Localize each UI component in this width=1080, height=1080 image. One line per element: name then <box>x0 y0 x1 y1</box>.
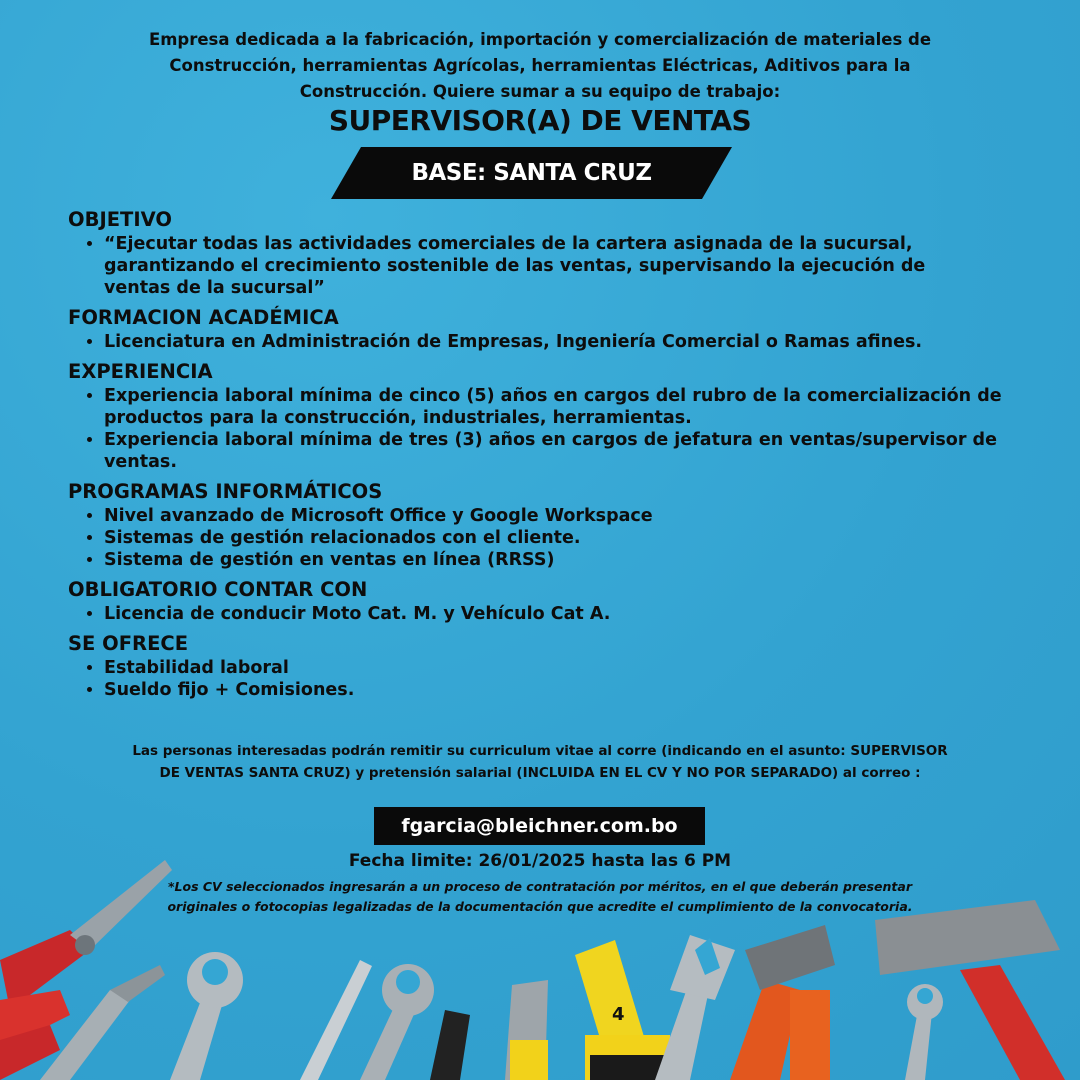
job-title: SUPERVISOR(A) DE VENTAS <box>328 104 752 137</box>
list-item: • Sueldo fijo + Comisiones. <box>104 679 1018 701</box>
list-experiencia <box>68 385 1018 473</box>
wrench-icon <box>360 964 434 1080</box>
list-objetivo <box>68 233 1018 299</box>
wrench-icon <box>170 952 243 1080</box>
wrench-icon <box>905 984 943 1080</box>
section-title-programas: PROGRAMAS INFORMÁTICOS <box>68 480 383 503</box>
section-title-obligatorio: OBLIGATORIO CONTAR CON <box>68 578 368 601</box>
list-item: • Sistema de gestión en ventas en línea (RRSS) <box>104 549 1018 571</box>
section-title-formacion: FORMACION ACADÉMICA <box>68 306 339 329</box>
pipe-wrench-icon <box>730 925 835 1080</box>
svg-text:4: 4 <box>612 1004 625 1025</box>
email-address[interactable]: fgarcia@bleichner.com.bo <box>374 807 705 845</box>
list-item: • “Ejecutar todas las actividades comerciales de la cartera asignada de la sucursal, garantizando el crecimiento sostenible de las ventas, supervisando la ejecución de ventas de la sucursal” <box>104 233 1018 299</box>
contact-instructions: Las personas interesadas podrán remitir su curriculum vitae al corre (indicando en el asunto: SUPERVISOR DE VENTAS SANTA CRUZ) y pretensión salarial (INCLUIDA EN EL CV Y NO POR SEPARADO) al correo : <box>132 743 948 781</box>
section-title-ofrece: SE OFRECE <box>68 632 189 655</box>
note: *Los CV seleccionados ingresarán a un proceso de contratación por méritos, en el que deberán presentar originales o fotocopias legalizadas de la documentación que acredite el cumplimiento de la convocatoria. <box>167 879 913 914</box>
section-title-experiencia: EXPERIENCIA <box>68 360 213 383</box>
list-obligatorio <box>68 603 1018 625</box>
tools-illustration <box>0 840 1080 1080</box>
company-intro: Empresa dedicada a la fabricación, importación y comercialización de materiales de Construcción, herramientas Agrícolas, herramientas Eléctricas, Aditivos para la Construcción. Quiere sumar a su equipo de trabajo: <box>148 30 932 101</box>
list-item: • Estabilidad laboral <box>104 657 1018 679</box>
list-programas <box>68 505 1018 571</box>
list-item: • Licencia de conducir Moto Cat. M. y Vehículo Cat A. <box>104 603 1018 625</box>
cutter-icon <box>430 980 548 1080</box>
tape-measure-icon <box>575 940 670 1080</box>
section-title-objetivo: OBJETIVO <box>68 208 172 231</box>
hammer-icon <box>875 900 1065 1080</box>
list-item: • Sistemas de gestión relacionados con el cliente. <box>104 527 1018 549</box>
list-item: • Nivel avanzado de Microsoft Office y Google Workspace <box>104 505 1018 527</box>
wrench-icon <box>655 935 735 1080</box>
list-ofrece <box>68 657 1018 701</box>
requirements <box>68 207 1018 707</box>
base-location: BASE: SANTA CRUZ <box>411 160 652 186</box>
list-item: • Experiencia laboral mínima de cinco (5) años en cargos del rubro de la comercialización de productos para la construcción, industriales, herramientas. <box>104 385 1018 429</box>
deadline: Fecha limite: 26/01/2025 hasta las 6 PM <box>348 851 732 871</box>
list-formacion <box>68 331 1018 353</box>
list-item: • Experiencia laboral mínima de tres (3) años en cargos de jefatura en ventas/supervisor de ventas. <box>104 429 1018 473</box>
list-item: • Licenciatura en Administración de Empresas, Ingeniería Comercial o Ramas afines. <box>104 331 1018 353</box>
screwdriver-icon <box>300 960 372 1080</box>
